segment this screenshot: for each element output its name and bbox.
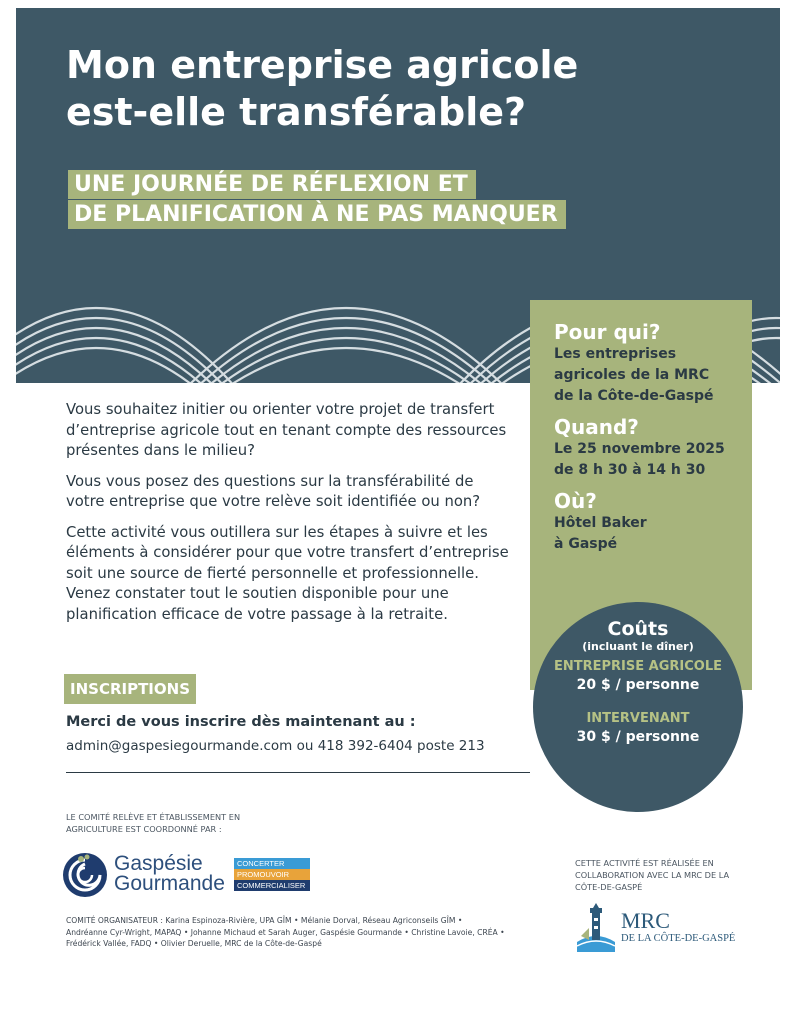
when-heading: Quand?	[554, 415, 639, 439]
brand-name: Gaspésie Gourmande	[114, 852, 225, 895]
hero-subtitle: UNE JOURNÉE DE RÉFLEXION ET DE PLANIFICATION À NE PAS MANQUER	[68, 170, 566, 230]
page-title: Mon entreprise agricole est-elle transférable?	[66, 43, 579, 134]
gaspesie-gourmande-logo	[62, 850, 322, 902]
cost-price: 20 $ / personne	[576, 677, 700, 693]
brand-tags: CONCERTER PROMOUVOIR COMMERCIALISER	[234, 858, 310, 891]
registration-label: INSCRIPTIONS	[64, 674, 196, 704]
event-info-panel: Pour qui? Les entreprises agricoles de la MRC de la Côte-de-Gaspé Quand? Le 25 novembre 2025 de 8 h 30 à 14 h 30 Où? Hôtel Baker à Gaspé	[530, 300, 752, 690]
cost-category: ENTREPRISE AGRICOLE	[554, 659, 722, 674]
mrc-subtitle: DE LA CÔTE-DE-GASPÉ	[621, 933, 736, 944]
who-heading: Pour qui?	[554, 320, 661, 344]
where-heading: Où?	[554, 489, 597, 513]
mrc-name: MRC	[621, 908, 670, 933]
lighthouse-icon	[575, 902, 617, 952]
divider	[66, 772, 530, 773]
description	[66, 400, 516, 635]
coordination-note: LE COMITÉ RELÈVE ET ÉTABLISSEMENT EN AGRICULTURE EST COORDONNÉ PAR :	[66, 812, 241, 834]
cost-category: INTERVENANT	[586, 711, 690, 726]
paragraph: Vous vous posez des questions sur la transférabilité de votre entreprise que votre relève soit identifiée ou non?	[66, 472, 481, 510]
contact-info[interactable]: admin@gaspesiegourmande.com ou 418 392-6404 poste 213	[66, 738, 485, 754]
paragraph: Cette activité vous outillera sur les étapes à suivre et les éléments à considérer pour que votre transfert d’entreprise soit une source de fierté personnelle et professionnelle. Venez constater tout le soutien disponible pour une planification efficace de votre passage à la retraite.	[66, 523, 509, 623]
costs-title: Coûts	[607, 618, 669, 640]
collaboration-note: CETTE ACTIVITÉ EST RÉALISÉE EN COLLABORATION AVEC LA MRC DE LA CÔTE-DE-GASPÉ	[575, 858, 730, 892]
costs-circle: Coûts (incluant le dîner) ENTREPRISE AGRICOLE 20 $ / personne INTERVENANT 30 $ / personne	[533, 602, 743, 812]
organizing-committee: COMITÉ ORGANISATEUR : Karina Espinoza-Rivière, UPA GÎM • Mélanie Dorval, Réseau Agriconseils GÎM • Andréanne Cyr-Wright, MAPAQ • Johanne Michaud et Sarah Auger, Gaspésie Gourmande • Christine Lavoie, CRÉA • Frédérick Vallée, FADQ • Olivier Deruelle, MRC de la Côte-de-Gaspé	[66, 916, 505, 948]
paragraph: Vous souhaitez initier ou orienter votre projet de transfert d’entreprise agricole tout en tenant compte des ressources présentes dans le milieu?	[66, 401, 507, 459]
mrc-logo	[575, 902, 755, 954]
registration-intro: Merci de vous inscrire dès maintenant au :	[66, 714, 416, 730]
swirl-icon	[62, 852, 108, 898]
cost-price: 30 $ / personne	[576, 729, 700, 745]
